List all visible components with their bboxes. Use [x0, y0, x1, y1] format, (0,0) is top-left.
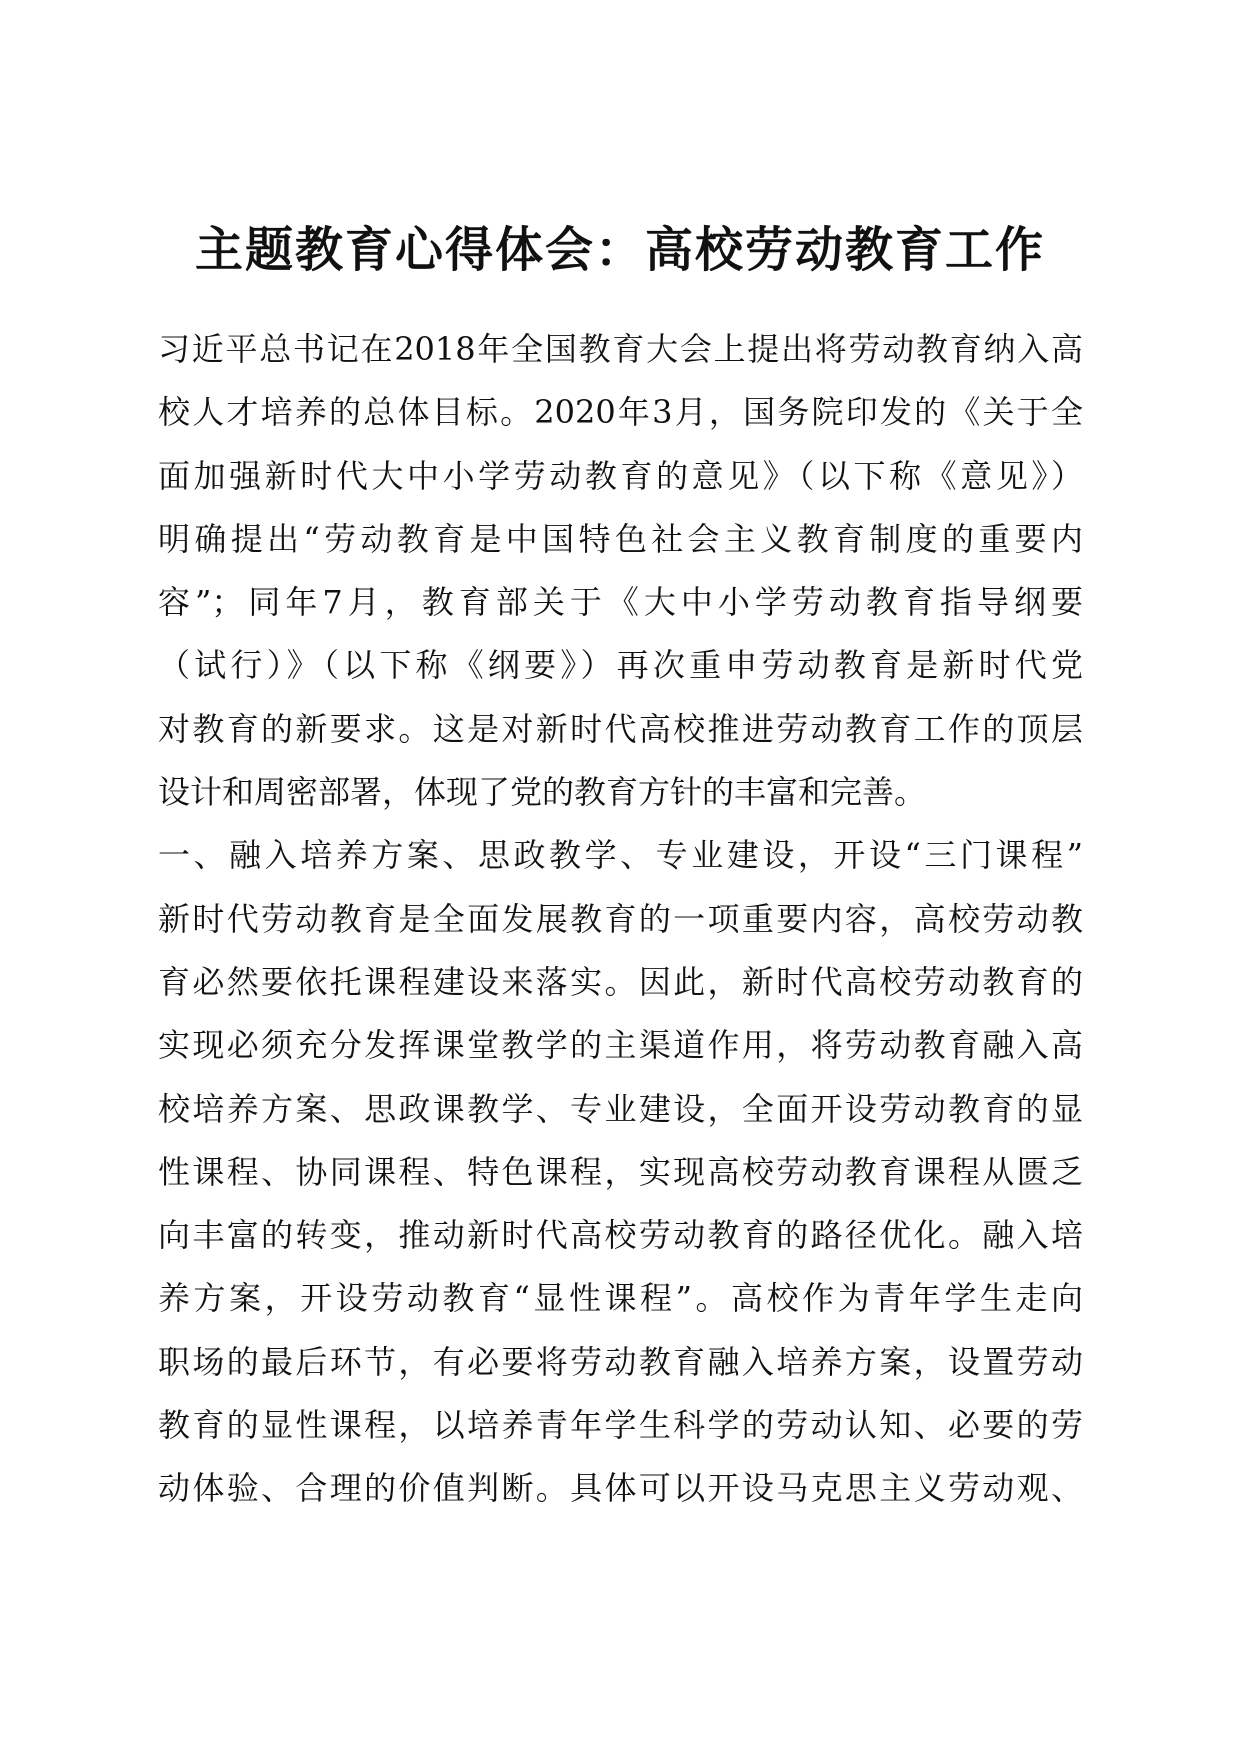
body-line: 教育的显性课程，以培养青年学生科学的劳动认知、必要的劳 — [158, 1406, 1083, 1445]
body-line: 容”；同年7月，教育部关于《大中小学劳动教育指导纲要 — [158, 583, 1083, 622]
body-line: 设计和周密部署，体现了党的教育方针的丰富和完善。 — [158, 773, 927, 812]
body-line: 习近平总书记在2018年全国教育大会上提出将劳动教育纳入高 — [158, 330, 1083, 368]
body-line: （试行）》（以下称《纲要》）再次重申劳动教育是新时代党 — [158, 646, 1083, 685]
body-line: 实现必须充分发挥课堂教学的主渠道作用，将劳动教育融入高 — [158, 1026, 1083, 1065]
body-line: 向丰富的转变，推动新时代高校劳动教育的路径优化。融入培 — [158, 1216, 1083, 1255]
body-line: 育必然要依托课程建设来落实。因此，新时代高校劳动教育的 — [158, 962, 1083, 1001]
body-line: 明确提出“劳动教育是中国特色社会主义教育制度的重要内 — [158, 519, 1083, 558]
document-title: 主题教育心得体会：高校劳动教育工作 — [194, 222, 1045, 278]
document-body — [158, 318, 1083, 1521]
body-line: 面加强新时代大中小学劳动教育的意见》（以下称《意见》） — [158, 456, 1083, 495]
body-line: 性课程、协同课程、特色课程，实现高校劳动教育课程从匮乏 — [158, 1152, 1083, 1191]
body-line: 校培养方案、思政课教学、专业建设，全面开设劳动教育的显 — [158, 1089, 1083, 1128]
body-line: 新时代劳动教育是全面发展教育的一项重要内容，高校劳动教 — [158, 899, 1083, 938]
body-line: 动体验、合理的价值判断。具体可以开设马克思主义劳动观、 — [158, 1469, 1083, 1508]
section-heading: 一、融入培养方案、思政教学、专业建设，开设“三门课程” — [158, 836, 1083, 875]
body-line: 对教育的新要求。这是对新时代高校推进劳动教育工作的顶层 — [158, 709, 1083, 748]
body-line: 校人才培养的总体目标。2020年3月，国务院印发的《关于全 — [158, 393, 1083, 432]
body-line: 职场的最后环节，有必要将劳动教育融入培养方案，设置劳动 — [158, 1342, 1083, 1381]
body-line: 养方案，开设劳动教育“显性课程”。高校作为青年学生走向 — [158, 1279, 1083, 1318]
